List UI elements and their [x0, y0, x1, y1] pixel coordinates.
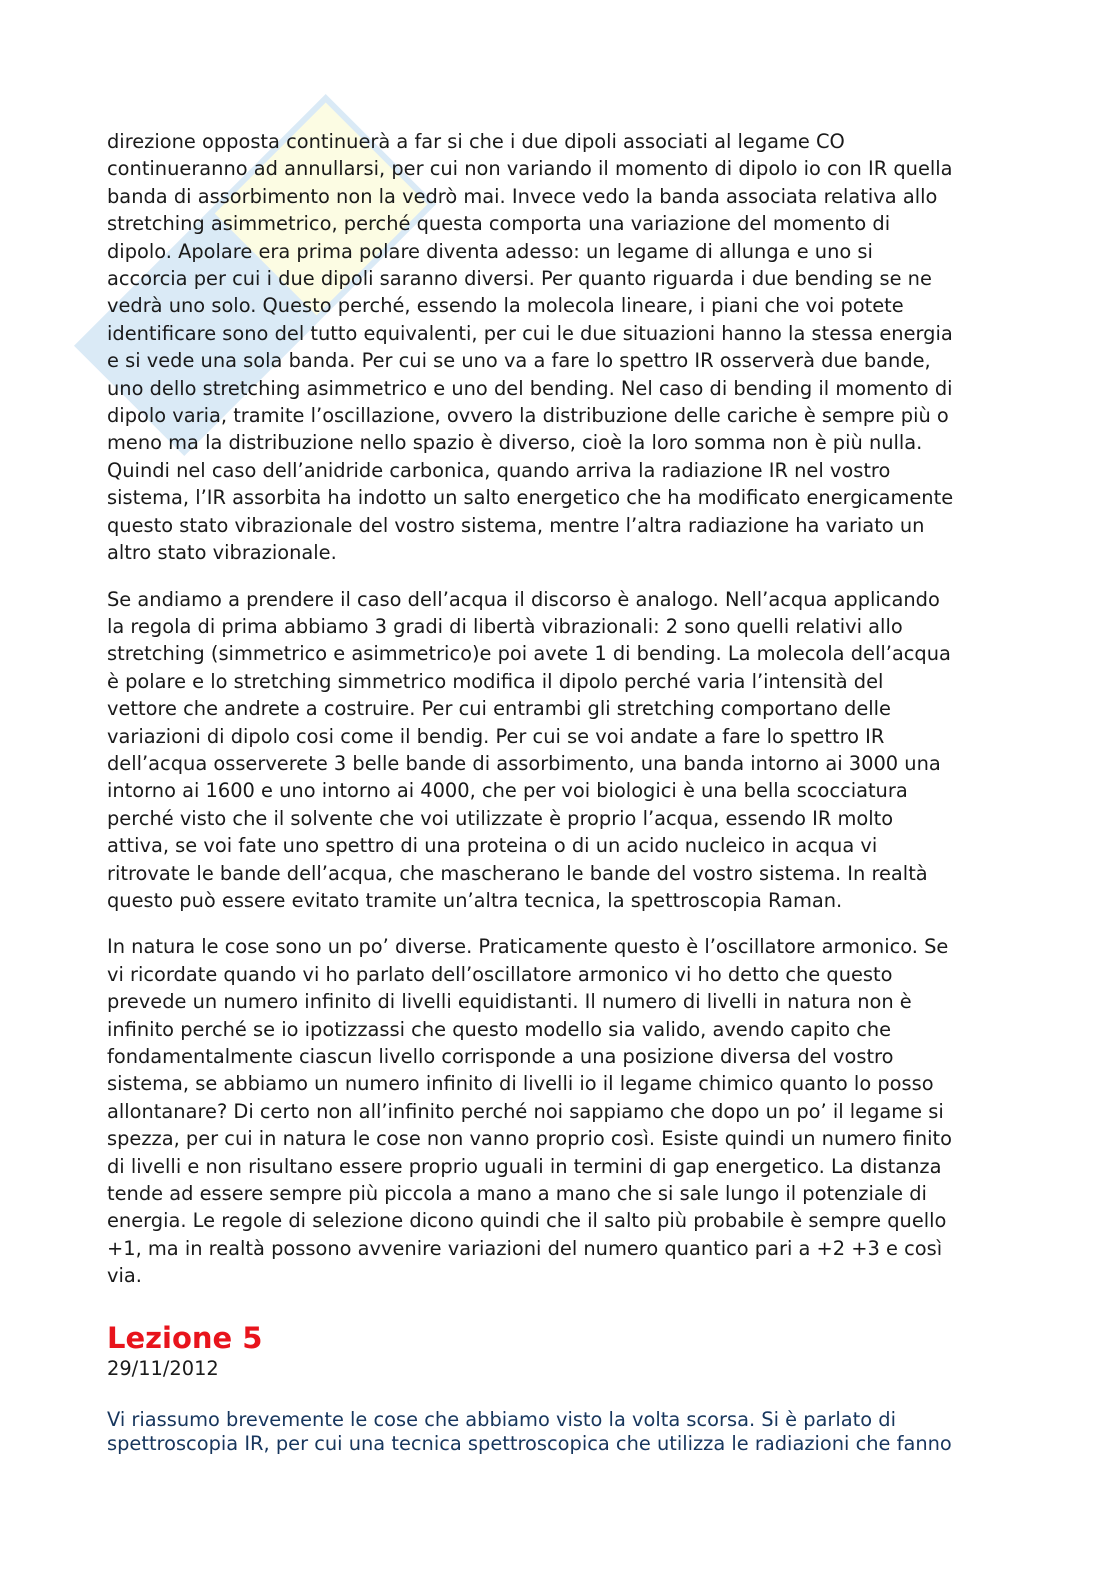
document-page: [107, 128, 1007, 1456]
lesson-title: Lezione 5: [107, 1320, 263, 1355]
paragraph-water-spectrum: Se andiamo a prendere il caso dell’acqua il discorso è analogo. Nell’acqua applicando la regola di prima abbiamo 3 gradi di libertà vibrazionali: 2 sono quelli relativi allo stretching (simmetrico e asimmetrico)e poi avete 1 di bending. La molecola dell’acqua è polare e lo stretching simmetrico modifica il dipolo perché varia l’intensità del vettore che andrete a costruire. Per cui entrambi gli stretching comportano delle variazioni di dipolo cosi come il bendig. Per cui se voi andate a fare lo spettro IR dell’acqua osserverete 3 belle bande di assorbimento, una banda intorno ai 3000 una intorno ai 1600 e uno intorno ai 4000, che per voi biologici è una bella scocciatura perché visto che il solvente che voi utilizzate è proprio l’acqua, essendo IR molto attiva, se voi fate uno spettro di una proteina o di un acido nucleico in acqua vi ritrovate le bande dell’acqua, che mascherano le bande del vostro sistema. In realtà questo può essere evitato tramite un’altra tecnica, la spettroscopia Raman.: [107, 587, 951, 912]
lesson-date: 29/11/2012: [107, 1356, 219, 1380]
paragraph-co2-dipole: direzione opposta continuerà a far si che i due dipoli associati al legame CO continueranno ad annullarsi, per cui non variando il momento di dipolo io con IR quella banda di assorbimento non la vedrò mai. Invece vedo la banda associata relativa allo stretching asimmetrico, perché questa comporta una variazione del momento di dipolo. Apolare era prima polare diventa adesso: un legame di allunga e uno si accorcia per cui i due dipoli saranno diversi. Per quanto riguarda i due bending se ne vedrà uno solo. Questo perché, essendo la molecola lineare, i piani che voi potete identificare sono del tutto equivalenti, per cui le due situazioni hanno la stessa energia e si vede una sola banda. Per cui se uno va a fare lo spettro IR osserverà due bande, uno dello stretching asimmetrico e uno del bending. Nel caso di bending il momento di dipolo varia, tramite l’oscillazione, ovvero la distribuzione delle cariche è sempre più o meno ma la distribuzione nello spazio è diverso, cioè la loro somma non è più nulla. Quindi nel caso dell’anidride carbonica, quando arriva la radiazione IR nel vostro sistema, l’IR assorbita ha indotto un salto energetico che ha modificato energicamente questo stato vibrazionale del vostro sistema, mentre l’altra radiazione ha variato un altro stato vibrazionale.: [107, 130, 954, 565]
lesson-intro: Vi riassumo brevemente le cose che abbiamo visto la volta scorsa. Si è parlato di spettroscopia IR, per cui una tecnica spettroscopica che utilizza le radiazioni che fanno: [107, 1407, 952, 1455]
paragraph-anharmonic-oscillator: In natura le cose sono un po’ diverse. Praticamente questo è l’oscillatore armonico. Se vi ricordate quando vi ho parlato dell’oscillatore armonico vi ho detto che questo prevede un numero infinito di livelli equidistanti. Il numero di livelli in natura non è infinito perché se io ipotizzassi che questo modello sia valido, avendo capito che fondamentalmente ciascun livello corrisponde a una posizione diversa del vostro sistema, se abbiamo un numero infinito di livelli io il legame chimico quanto lo posso allontanare? Di certo non all’infinito perché noi sappiamo che dopo un po’ il legame si spezza, per cui in natura le cose non vanno proprio così. Esiste quindi un numero finito di livelli e non risultano essere proprio uguali in termini di gap energetico. La distanza tende ad essere sempre più piccola a mano a mano che si sale lungo il potenziale di energia. Le regole di selezione dicono quindi che il salto più probabile è sempre quello +1, ma in realtà possono avvenire variazioni del numero quantico pari a +2 +3 e così via.: [107, 935, 952, 1288]
